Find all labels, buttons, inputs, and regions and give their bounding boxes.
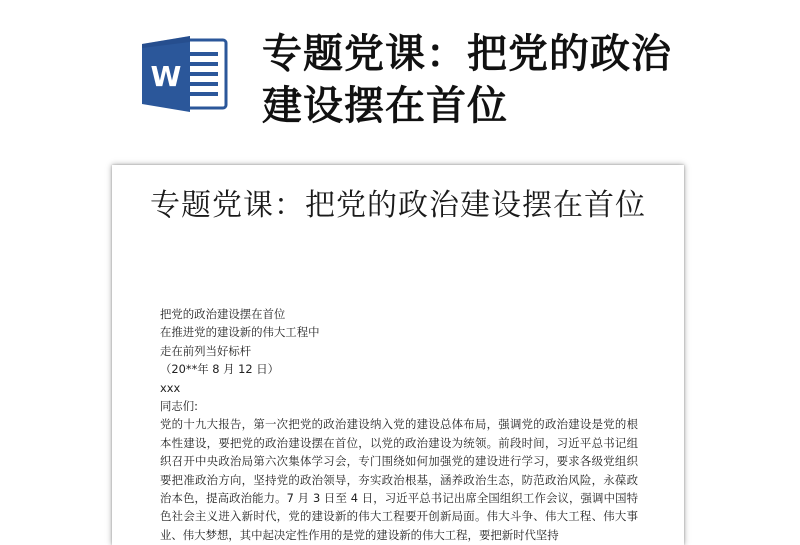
document-line: 走在前列当好标杆 bbox=[160, 343, 252, 358]
document-title: 专题党课：把党的政治建设摆在首位 bbox=[150, 188, 646, 223]
document-preview bbox=[112, 165, 684, 545]
document-paragraph: 党的十九大报告，第一次把党的政治建设纳入党的建设总体布局，强调党的政治建设是党的根本性建设，要把党的政治建设摆在首位，以党的政治建设为统领。前段时间，习近平总书记组织召开中央政治局第六次集体学习会，专门围绕如何加强党的建设进行学习，要求各级党组织要把准政治方向，坚持党的政治领导，夯实政治根基，涵养政治生态，防范政治风险，永葆政治本色，提高政治能力。7 月 3 日至 4 日，习近平总书记出席全国组织工作会议，强调中国特色社会主义进入新时代，党的建设新的伟大工程要开创新局面。伟大斗争、伟大工程、伟大事业、伟大梦想，其中起决定性作用的是党的建设新的伟大工程，要把新时代坚持 bbox=[160, 417, 638, 542]
document-line: 把党的政治建设摆在首位 bbox=[160, 307, 286, 321]
document-author-line: xxx bbox=[160, 380, 181, 395]
document-body bbox=[160, 305, 638, 544]
word-document-icon bbox=[140, 34, 228, 114]
header bbox=[0, 0, 800, 160]
document-date-line: （20**年 8 月 12 日） bbox=[160, 362, 280, 377]
header-title: 专题党课：把党的政治建设摆在首位 bbox=[262, 31, 672, 129]
word-icon-letter: W bbox=[150, 60, 182, 93]
document-salutation: 同志们: bbox=[160, 399, 199, 414]
document-line: 在推进党的建设新的伟大工程中 bbox=[160, 325, 320, 340]
